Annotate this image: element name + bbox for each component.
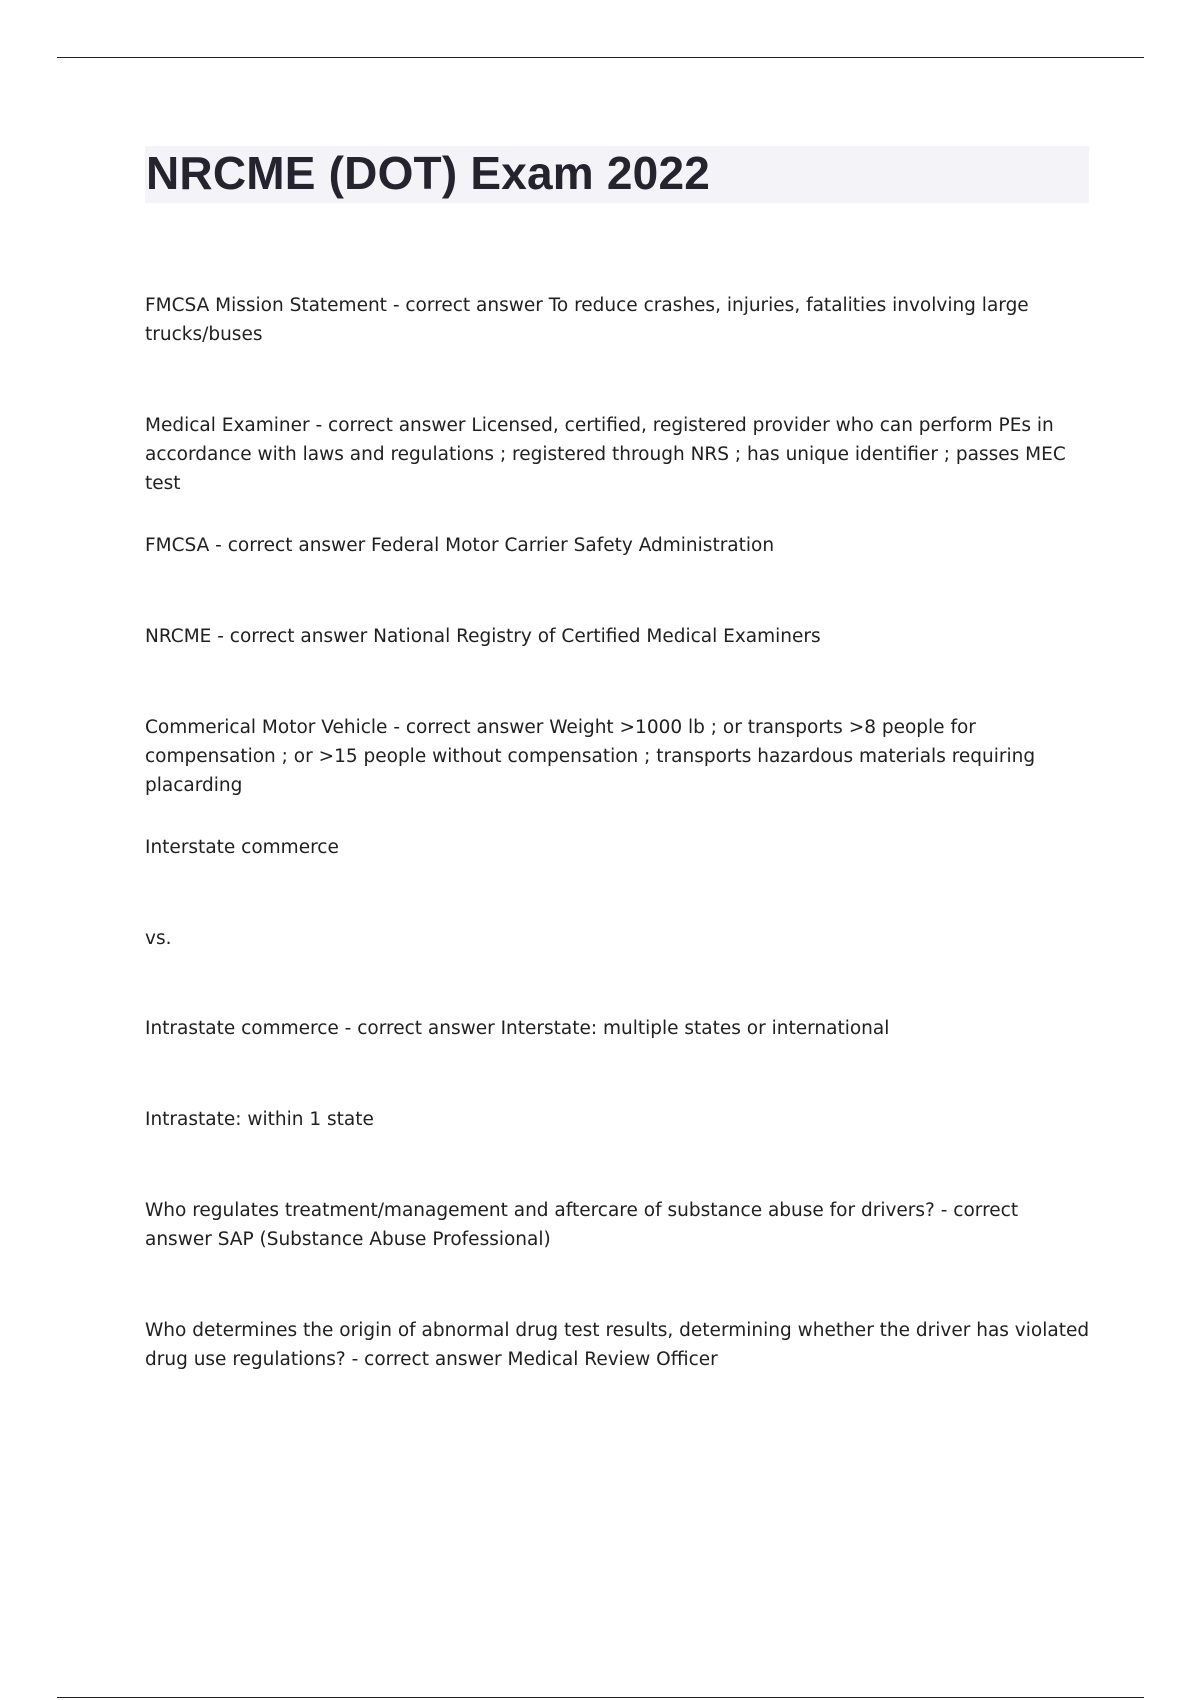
- entry-commercial-motor-vehicle: Commerical Motor Vehicle - correct answer Weight >1000 lb ; or transports >8 people for compensation ; or >15 people without compensation ; transports hazardous materials requiring placarding: [145, 717, 1036, 796]
- entry-nrcme: NRCME - correct answer National Registry of Certified Medical Examiners: [145, 626, 821, 647]
- document-title: NRCME (DOT) Exam 2022: [146, 147, 711, 199]
- entry-medical-review-officer: Who determines the origin of abnormal drug test results, determining whether the driver has violated drug use regulations? - correct answer Medical Review Officer: [145, 1320, 1090, 1370]
- bottom-divider: [57, 1697, 1144, 1698]
- entry-interstate-commerce: Interstate commerce: [145, 837, 339, 858]
- top-divider: [57, 57, 1144, 58]
- entry-vs: vs.: [145, 928, 172, 949]
- entry-fmcsa-mission: FMCSA Mission Statement - correct answer To reduce crashes, injuries, fatalities involving large trucks/buses: [145, 295, 1029, 345]
- entry-fmcsa: FMCSA - correct answer Federal Motor Carrier Safety Administration: [145, 535, 775, 556]
- entry-medical-examiner: Medical Examiner - correct answer Licensed, certified, registered provider who can perform PEs in accordance with laws and regulations ; registered through NRS ; has unique identifier ; passes MEC test: [145, 415, 1066, 494]
- entry-intrastate-commerce: Intrastate commerce - correct answer Interstate: multiple states or international: [145, 1018, 890, 1039]
- entry-intrastate-definition: Intrastate: within 1 state: [145, 1109, 374, 1130]
- entry-substance-abuse: Who regulates treatment/management and aftercare of substance abuse for drivers? - correct answer SAP (Substance Abuse Professional): [145, 1200, 1019, 1250]
